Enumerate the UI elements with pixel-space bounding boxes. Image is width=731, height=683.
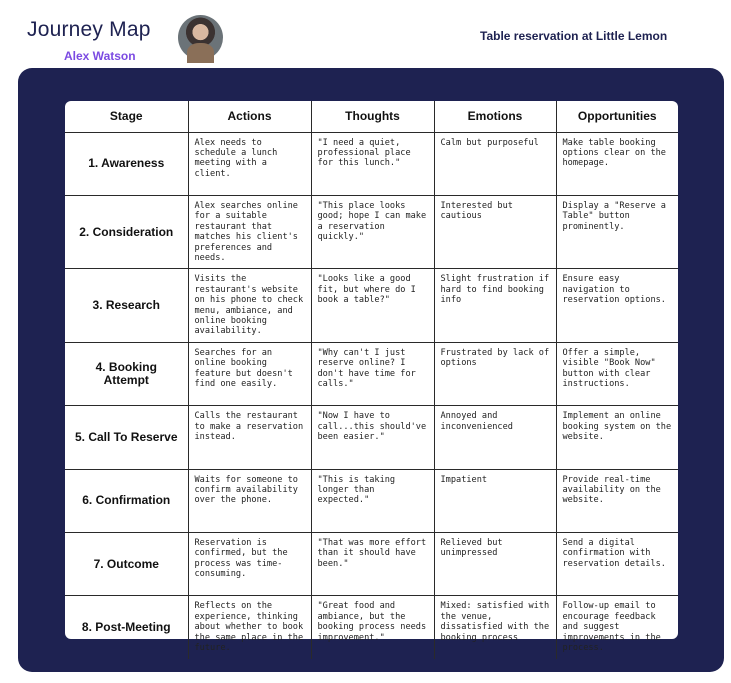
emotions-cell: Slight frustration if hard to find booking info: [434, 269, 556, 342]
actions-cell: Calls the restaurant to make a reservation instead.: [188, 406, 311, 469]
table-row: [65, 132, 678, 195]
actions-cell: Visits the restaurant's website on his phone to check menu, ambiance, and online booking availability.: [188, 269, 311, 342]
opportunities-cell: Implement an online booking system on the website.: [556, 406, 678, 469]
column-header-actions: Actions: [188, 101, 311, 132]
table-row: [65, 195, 678, 268]
emotions-cell: Mixed: satisfied with the venue, dissatisfied with the booking process: [434, 596, 556, 659]
opportunities-cell: Offer a simple, visible "Book Now" button with clear instructions.: [556, 342, 678, 405]
stage-cell: 3. Research: [65, 269, 188, 342]
emotions-cell: Frustrated by lack of options: [434, 342, 556, 405]
stage-cell: 1. Awareness: [65, 132, 188, 195]
avatar: [178, 15, 223, 60]
table-header-row: [65, 101, 678, 132]
actions-cell: Reflects on the experience, thinking about whether to book the same place in the future.: [188, 596, 311, 659]
thoughts-cell: "Great food and ambiance, but the booking process needs improvement.": [311, 596, 434, 659]
opportunities-cell: Follow-up email to encourage feedback and suggest improvements in the process.: [556, 596, 678, 659]
journey-table-card: [65, 101, 678, 653]
thoughts-cell: "Looks like a good fit, but where do I book a table?": [311, 269, 434, 342]
column-header-emotions: Emotions: [434, 101, 556, 132]
opportunities-cell: Ensure easy navigation to reservation options.: [556, 269, 678, 342]
actions-cell: Searches for an online booking feature but doesn't find one easily.: [188, 342, 311, 405]
opportunities-cell: Provide real-time availability on the website.: [556, 469, 678, 532]
stage-cell: 8. Post-Meeting: [65, 596, 188, 659]
column-header-stage: Stage: [65, 101, 188, 132]
table-row: [65, 596, 678, 659]
column-header-opportunities: Opportunities: [556, 101, 678, 132]
opportunities-cell: Make table booking options clear on the homepage.: [556, 132, 678, 195]
thoughts-cell: "This place looks good; hope I can make a reservation quickly.": [311, 195, 434, 268]
actions-cell: Waits for someone to confirm availability over the phone.: [188, 469, 311, 532]
emotions-cell: Impatient: [434, 469, 556, 532]
journey-table: [65, 101, 678, 659]
column-header-thoughts: Thoughts: [311, 101, 434, 132]
thoughts-cell: "Now I have to call...this should've been easier.": [311, 406, 434, 469]
emotions-cell: Relieved but unimpressed: [434, 532, 556, 595]
thoughts-cell: "I need a quiet, professional place for this lunch.": [311, 132, 434, 195]
opportunities-cell: Send a digital confirmation with reservation details.: [556, 532, 678, 595]
actions-cell: Alex searches online for a suitable restaurant that matches his client's preferences and needs.: [188, 195, 311, 268]
page-title: Journey Map: [27, 18, 151, 41]
persona-name: Alex Watson: [64, 49, 136, 63]
emotions-cell: Annoyed and inconvenienced: [434, 406, 556, 469]
stage-cell: 7. Outcome: [65, 532, 188, 595]
thoughts-cell: "This is taking longer than expected.": [311, 469, 434, 532]
table-row: [65, 342, 678, 405]
stage-cell: 6. Confirmation: [65, 469, 188, 532]
table-row: [65, 406, 678, 469]
table-row: [65, 532, 678, 595]
emotions-cell: Interested but cautious: [434, 195, 556, 268]
thoughts-cell: "That was more effort than it should have been.": [311, 532, 434, 595]
actions-cell: Reservation is confirmed, but the process was time-consuming.: [188, 532, 311, 595]
table-row: [65, 269, 678, 342]
journey-subtitle: Table reservation at Little Lemon: [480, 29, 668, 43]
thoughts-cell: "Why can't I just reserve online? I don't have time for calls.": [311, 342, 434, 405]
actions-cell: Alex needs to schedule a lunch meeting with a client.: [188, 132, 311, 195]
emotions-cell: Calm but purposeful: [434, 132, 556, 195]
stage-cell: 4. Booking Attempt: [65, 342, 188, 405]
stage-cell: 2. Consideration: [65, 195, 188, 268]
table-row: [65, 469, 678, 532]
opportunities-cell: Display a "Reserve a Table" button prominently.: [556, 195, 678, 268]
stage-cell: 5. Call To Reserve: [65, 406, 188, 469]
